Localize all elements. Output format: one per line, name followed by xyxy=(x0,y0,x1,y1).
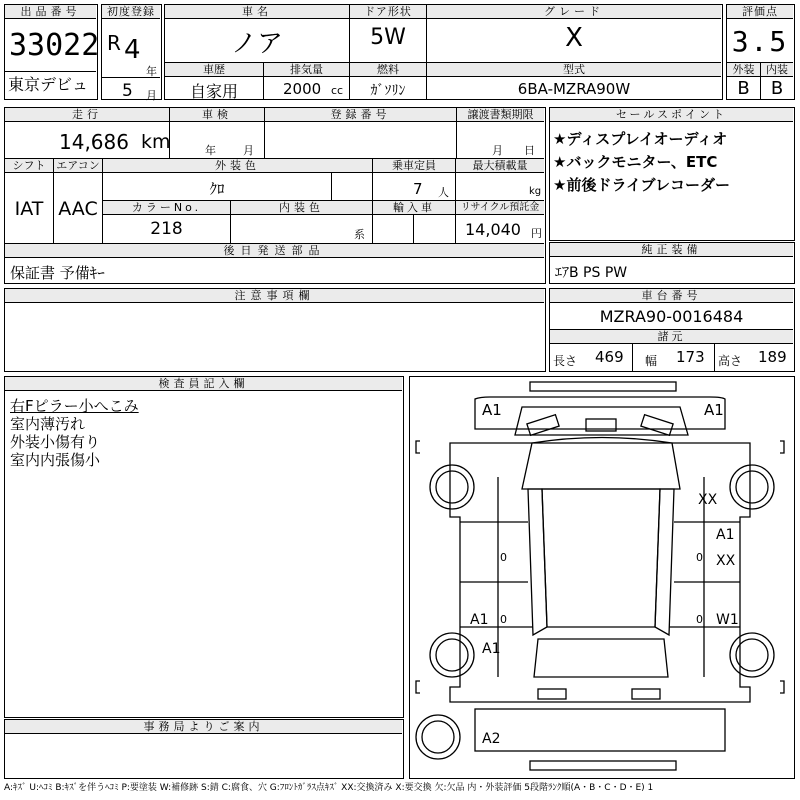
color-value: ｸﾛ xyxy=(209,180,225,198)
damage-mark-a1-fr: A1 xyxy=(704,401,724,419)
car-info-box xyxy=(164,4,723,100)
ac-value: AAC xyxy=(58,198,98,220)
first-reg-label: 初度登録 xyxy=(102,5,160,19)
car-diagram xyxy=(410,377,793,777)
exterior-value: B xyxy=(737,78,750,99)
inspector-line: 室内薄汚れ xyxy=(10,415,86,433)
sales-point-item: ★バックモニター、ETC xyxy=(553,153,718,171)
damage-mark-zero: 0 xyxy=(696,613,703,626)
shift-value: IAT xyxy=(14,198,44,220)
sales-points-box xyxy=(549,107,795,241)
damage-mark-a2-bottom: A2 xyxy=(482,731,501,747)
door-label: ドア形状 xyxy=(350,5,426,19)
notes-label: 注意事項欄 xyxy=(5,289,544,303)
lot-number: 33022 xyxy=(9,28,100,63)
length-value: 469 xyxy=(595,348,624,366)
grade-label: グレード xyxy=(427,5,721,19)
score-value: 3.5 xyxy=(731,25,789,58)
damage-mark-a1-rd: A1 xyxy=(716,527,735,543)
interior-value: B xyxy=(770,78,784,99)
later-parts-label: 後日発送部品 xyxy=(5,244,544,258)
era: R xyxy=(107,31,121,55)
score-label: 評価点 xyxy=(727,5,793,19)
color-label: 外装色 xyxy=(103,159,372,173)
details-box xyxy=(4,107,546,284)
model-value: 6BA-MZRA90W xyxy=(517,80,631,98)
height-label: 高さ xyxy=(718,354,743,368)
transfer-label: 譲渡書類期限 xyxy=(457,108,544,122)
recycle-unit: 円 xyxy=(531,227,542,240)
transfer-month-unit: 月 xyxy=(492,144,503,157)
damage-mark-a1-lr: A1 xyxy=(482,641,501,657)
year-unit: 年 xyxy=(146,65,157,78)
chassis-value: MZRA90-0016484 xyxy=(599,307,744,326)
color-no-label: カラーNo. xyxy=(103,201,230,215)
recycle-label: リサイクル預託金 xyxy=(456,201,544,215)
int-color-unit: 系 xyxy=(354,228,365,241)
car-diagram-box xyxy=(409,376,795,779)
color-no-value: 218 xyxy=(150,219,183,239)
inspector-box xyxy=(4,376,404,718)
width-value: 173 xyxy=(676,348,705,366)
history-value: 自家用 xyxy=(189,82,238,101)
score-box xyxy=(726,4,795,100)
chassis-box xyxy=(549,288,795,372)
import-label: 輸入車 xyxy=(373,201,455,215)
damage-mark-a1-ll: A1 xyxy=(470,612,489,628)
sales-points-label: セールスポイント xyxy=(550,108,793,122)
load-unit: kg xyxy=(529,186,542,197)
month-unit: 月 xyxy=(146,89,157,102)
transfer-day-unit: 日 xyxy=(524,144,535,157)
car-name: ノア xyxy=(230,29,283,59)
year-value: 4 xyxy=(124,35,141,65)
office-label: 事務局よりご案内 xyxy=(5,720,402,734)
damage-mark-zero: 0 xyxy=(500,551,507,564)
chassis-label: 車台番号 xyxy=(550,289,793,303)
notes-box xyxy=(4,288,546,372)
width-label: 幅 xyxy=(645,354,658,368)
recycle-value: 14,040 xyxy=(465,220,521,239)
lot-box xyxy=(4,4,98,100)
mileage-unit: km xyxy=(141,131,171,153)
month-value: 5 xyxy=(122,81,133,101)
equipment-value: ｴｱB PS PW xyxy=(555,265,628,281)
grade-value: X xyxy=(565,23,583,53)
ac-label: エアコン xyxy=(54,159,102,173)
venue: 東京デビュ xyxy=(8,75,89,94)
exterior-label: 外装 xyxy=(727,63,760,77)
lot-label: 出品番号 xyxy=(5,5,96,19)
sales-point-item: ★前後ドライブレコーダー xyxy=(553,176,730,194)
equipment-label: 純正装備 xyxy=(550,243,793,257)
shift-label: シフト xyxy=(5,159,53,173)
inspector-line: 外装小傷有り xyxy=(10,433,101,451)
office-box xyxy=(4,719,404,779)
capacity-value: 7 xyxy=(413,180,423,198)
later-parts-value: 保証書 予備ｷｰ xyxy=(10,264,105,282)
equipment-box xyxy=(549,242,795,284)
length-label: 長さ xyxy=(553,354,578,368)
mileage-label: 走行 xyxy=(5,108,169,122)
capacity-unit: 人 xyxy=(438,186,449,199)
inspector-label: 検査員記入欄 xyxy=(5,377,402,391)
sales-point-item: ★ディスプレイオーディオ xyxy=(553,130,728,148)
displacement-unit: cc xyxy=(331,84,344,97)
mileage-value: 14,686 xyxy=(59,130,129,154)
history-label: 車歴 xyxy=(165,63,263,77)
door-value: 5W xyxy=(370,25,406,50)
model-label: 型式 xyxy=(427,63,721,77)
capacity-label: 乗車定員 xyxy=(373,159,455,173)
inspector-line: 右Fピラー小へこみ xyxy=(10,397,139,415)
displacement-value: 2000 xyxy=(283,80,322,98)
fuel-value: ｶﾞｿﾘﾝ xyxy=(370,83,406,99)
legend-text: A:ｷｽﾞ U:ﾍｺﾐ B:ｷｽﾞを伴うﾍｺﾐ P:要塗装 W:補修跡 S:錆 C:腐食、穴 G:ﾌﾛﾝﾄｶﾞﾗｽ点ｷｽﾞ XX:交換済み X:要交換 欠:欠品 内・外装評価 5段階ﾗﾝｸ順(A・B・C・D・E) 1 xyxy=(4,783,654,793)
damage-mark-a1-fl: A1 xyxy=(482,401,502,419)
dims-label: 諸元 xyxy=(550,329,793,344)
damage-mark-zero: 0 xyxy=(696,551,703,564)
inspection-year-unit: 年 xyxy=(205,144,216,157)
interior-label: 内装 xyxy=(761,63,793,77)
damage-mark-xx-rf: XX xyxy=(698,492,718,508)
damage-mark-zero: 0 xyxy=(500,613,507,626)
int-color-label: 内装色 xyxy=(231,201,372,215)
height-value: 189 xyxy=(758,348,787,366)
inspector-line: 室内内張傷小 xyxy=(10,451,101,469)
damage-mark-xx-rd: XX xyxy=(716,553,736,569)
inspection-label: 車検 xyxy=(170,108,264,122)
fuel-label: 燃料 xyxy=(350,63,426,77)
first-reg-box xyxy=(101,4,162,100)
load-label: 最大積載量 xyxy=(456,159,544,173)
displacement-label: 排気量 xyxy=(264,63,349,77)
regno-label: 登録番号 xyxy=(265,108,456,122)
inspection-month-unit: 月 xyxy=(243,144,254,157)
damage-mark-w1-rr: W1 xyxy=(716,612,739,628)
car-name-label: 車名 xyxy=(165,5,349,19)
